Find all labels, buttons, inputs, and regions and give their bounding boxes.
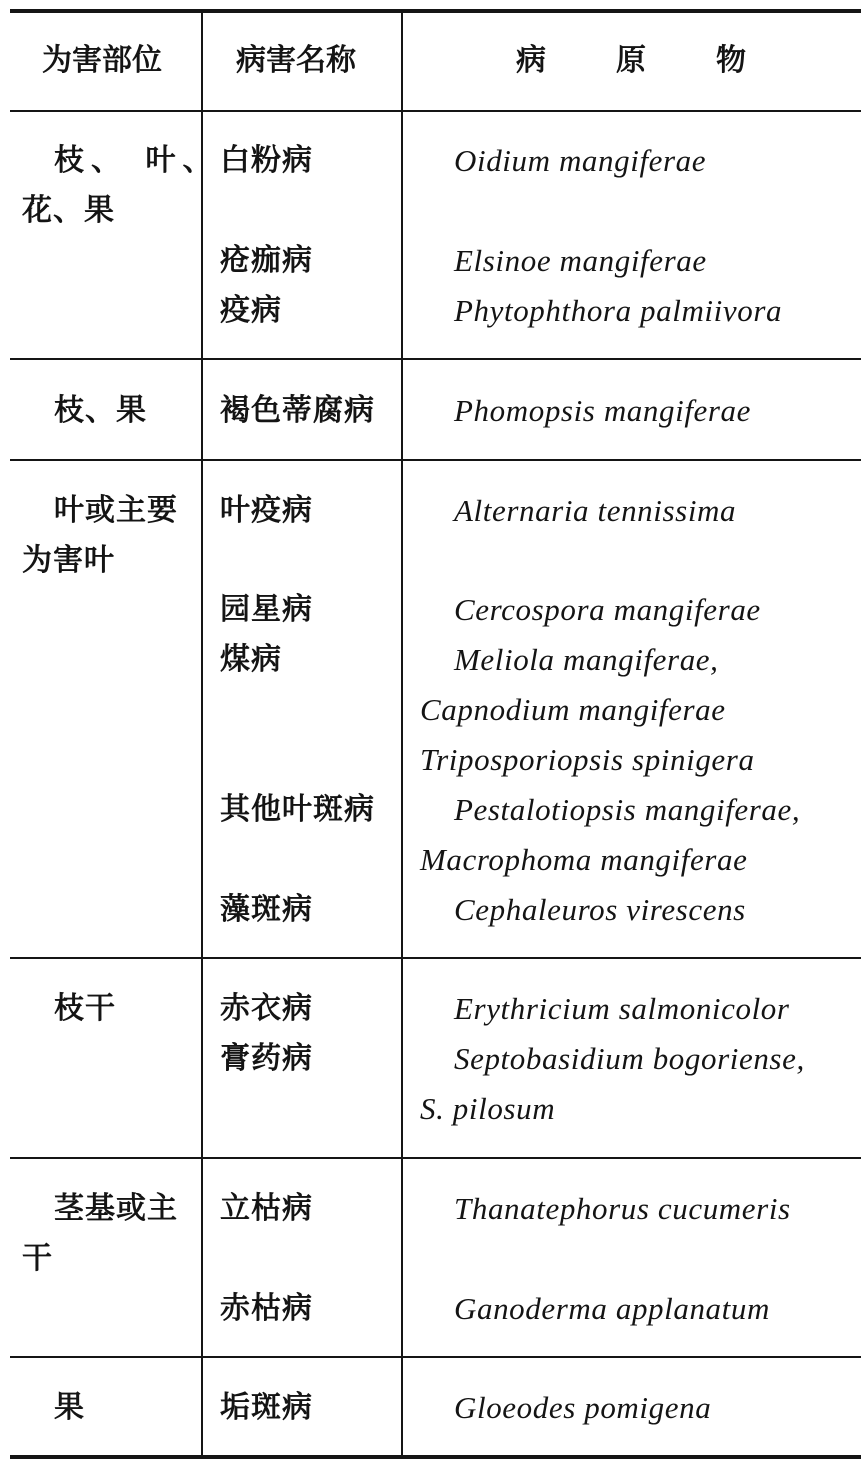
header-part: 为害部位 xyxy=(42,43,162,78)
header-pathogen-char: 物 xyxy=(716,43,746,78)
disease-name: 藻斑病 xyxy=(220,892,313,927)
pathogen-name: Septobasidium bogoriense, xyxy=(454,1041,805,1076)
pathogen-name: Thanatephorus cucumeris xyxy=(454,1191,791,1226)
part-cell: 枝、果 xyxy=(54,393,147,428)
disease-name: 煤病 xyxy=(220,642,282,677)
table-top-rule xyxy=(10,9,861,13)
column-divider xyxy=(401,11,403,1457)
disease-name: 褐色蒂腐病 xyxy=(220,393,375,428)
part-cell: 枝干 xyxy=(54,991,116,1026)
pathogen-name: Pestalotiopsis mangiferae, xyxy=(454,792,801,827)
part-cell: 叶或主要 xyxy=(54,493,178,528)
pathogen-name: Cephaleuros virescens xyxy=(454,892,746,927)
disease-name: 赤枯病 xyxy=(220,1291,313,1326)
pathogen-name-continued: Triposporiopsis spinigera xyxy=(420,742,755,777)
row-divider xyxy=(10,358,861,360)
part-cell: 花、果 xyxy=(22,193,115,228)
pathogen-name: Oidium mangiferae xyxy=(454,143,707,178)
pathogen-name: Erythricium salmonicolor xyxy=(454,991,790,1026)
disease-name: 叶疫病 xyxy=(220,493,313,528)
part-cell: 为害叶 xyxy=(22,543,115,578)
disease-name: 膏药病 xyxy=(220,1041,313,1076)
pathogen-name: Alternaria tennissima xyxy=(454,493,737,528)
pathogen-name-continued: Macrophoma mangiferae xyxy=(420,842,748,877)
pathogen-name: Ganoderma applanatum xyxy=(454,1291,770,1326)
disease-name: 园星病 xyxy=(220,592,313,627)
part-cell: 果 xyxy=(54,1390,85,1425)
table-bottom-rule xyxy=(10,1455,861,1459)
pathogen-name: Elsinoe mangiferae xyxy=(454,243,707,278)
row-divider xyxy=(10,957,861,959)
part-cell: 茎基或主 xyxy=(54,1191,178,1226)
pathogen-name: Cercospora mangiferae xyxy=(454,592,761,627)
pathogen-name-continued: S. pilosum xyxy=(420,1091,556,1126)
pathogen-name-continued: Capnodium mangiferae xyxy=(420,692,726,727)
pathogen-name: Phytophthora palmiivora xyxy=(454,293,783,328)
part-cell: 枝、 叶、 xyxy=(54,143,220,178)
pathogen-name: Meliola mangiferae, xyxy=(454,642,719,677)
header-pathogen-char: 原 xyxy=(616,43,646,78)
row-divider xyxy=(10,459,861,461)
disease-name: 白粉病 xyxy=(220,143,313,178)
header-pathogen-char: 病 xyxy=(516,43,546,78)
row-divider xyxy=(10,1157,861,1159)
disease-name: 垢斑病 xyxy=(220,1390,313,1425)
disease-name: 其他叶斑病 xyxy=(220,792,375,827)
pathogen-name: Phomopsis mangiferae xyxy=(454,393,752,428)
part-cell: 干 xyxy=(22,1241,53,1276)
disease-name: 赤衣病 xyxy=(220,991,313,1026)
disease-name: 疮痂病 xyxy=(220,243,313,278)
header-bottom-rule xyxy=(10,110,861,112)
pathogen-name: Gloeodes pomigena xyxy=(454,1390,712,1425)
header-disease: 病害名称 xyxy=(236,43,356,78)
row-divider xyxy=(10,1356,861,1358)
column-divider xyxy=(201,11,203,1457)
disease-name: 疫病 xyxy=(220,293,282,328)
disease-name: 立枯病 xyxy=(220,1191,313,1226)
